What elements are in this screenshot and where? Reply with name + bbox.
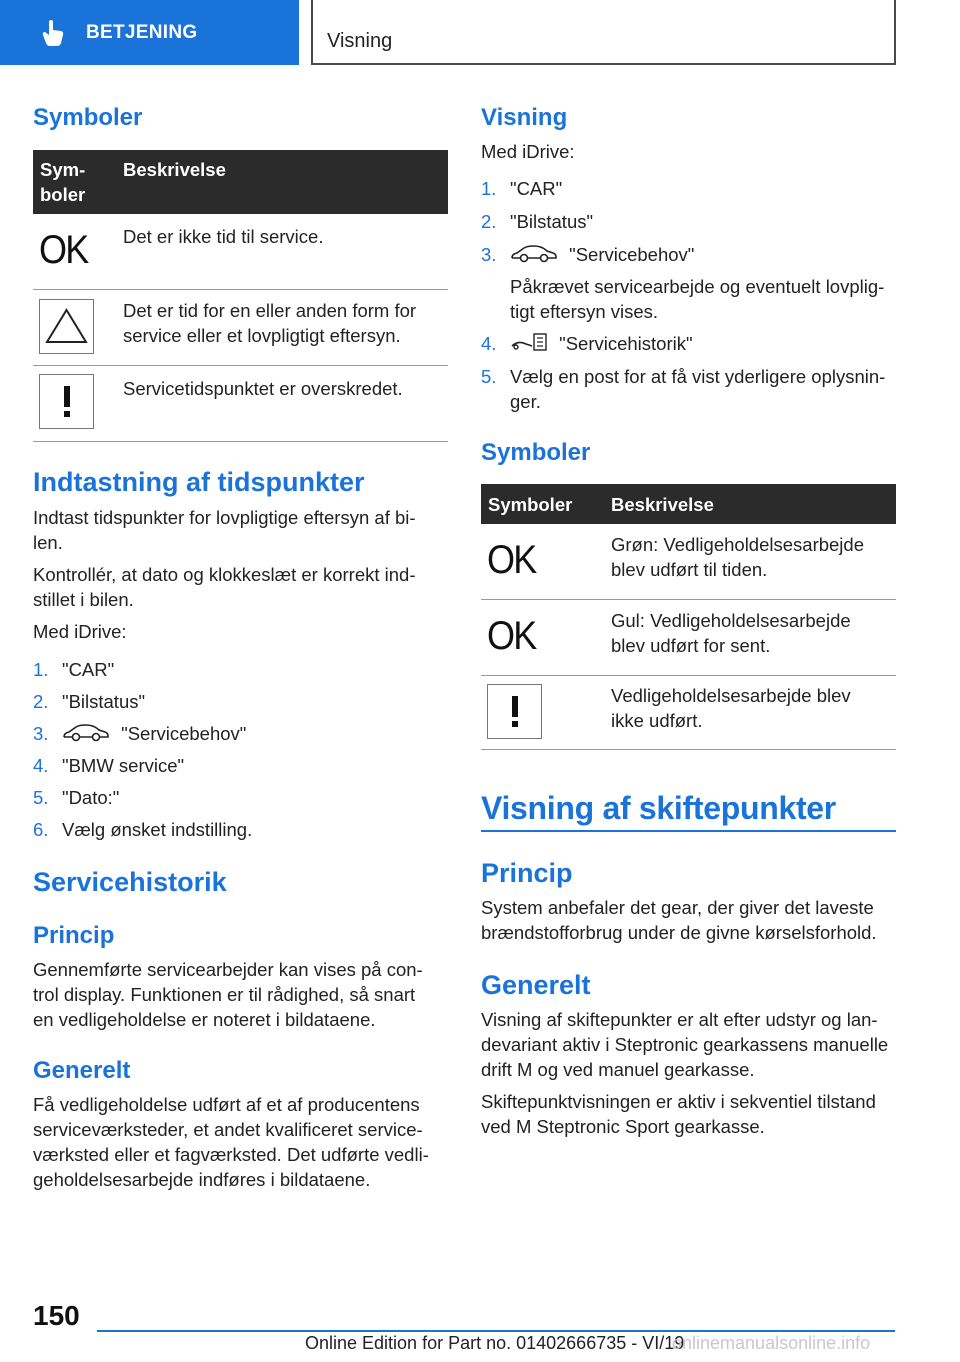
- row-description: Det er ikke tid til service.: [123, 226, 324, 247]
- list-subtext: tigt eftersyn vises.: [510, 301, 659, 322]
- symboler-heading-left: Symboler: [33, 104, 143, 131]
- list-item: [481, 364, 896, 414]
- paragraph-line: Med iDrive:: [33, 621, 127, 642]
- paragraph-line: Med iDrive:: [481, 141, 575, 162]
- ok-icon-yellow: OK: [487, 614, 536, 658]
- page-number: 150: [33, 1300, 80, 1331]
- table-row: [481, 524, 896, 600]
- list-number: 3.: [481, 244, 497, 265]
- visning-heading: Visning: [481, 104, 568, 131]
- list-number: 2.: [33, 691, 49, 712]
- list-number: 3.: [33, 723, 49, 744]
- list-text: [510, 242, 694, 269]
- list-number: 1.: [33, 659, 49, 680]
- generelt-heading-left: Generelt: [33, 1057, 131, 1084]
- list-text: "Bilstatus": [62, 691, 146, 712]
- list-item: [33, 689, 448, 714]
- row-description-l2: service eller et lovpligtigt eftersyn.: [123, 325, 401, 346]
- col-header-description: Beskrivelse: [611, 494, 714, 515]
- list-item: [481, 176, 896, 201]
- list-text: Vælg ønsket indstilling.: [62, 819, 253, 840]
- symbol-table-header: [481, 484, 896, 524]
- watermark: onlinemanualsonline.info: [672, 1333, 871, 1353]
- list-text: "BMW service": [62, 755, 185, 776]
- edition-text: Online Edition for Part no. 01402666735 - VI/19: [305, 1333, 685, 1353]
- row-description-l2: ikke udført.: [611, 710, 703, 731]
- list-number: 4.: [481, 333, 497, 354]
- col-header-symbols-l2: boler: [40, 184, 86, 205]
- list-text: "Dato:": [62, 787, 120, 808]
- row-description-l1: Det er tid for en eller anden form for: [123, 300, 417, 321]
- paragraph-line: en vedligeholdelse er noteret i bildataene.: [33, 1009, 376, 1030]
- paragraph-line: stillet i bilen.: [33, 589, 134, 610]
- paragraph-line: trol display. Funktionen er til rådighed, så snart: [33, 984, 416, 1005]
- exclamation-icon: [39, 374, 94, 429]
- list-item: [481, 331, 896, 356]
- row-description: Servicetidspunktet er overskredet.: [123, 378, 403, 399]
- list-text: [510, 331, 693, 358]
- warning-triangle-icon: [39, 299, 94, 354]
- princip-heading-right: Princip: [481, 858, 573, 888]
- paragraph-line: drift M og ved manuel gearkasse.: [481, 1059, 755, 1080]
- table-row: [481, 676, 896, 750]
- list-item: [33, 657, 448, 682]
- list-number: 5.: [481, 366, 497, 387]
- paragraph-line: serviceværksteder, et andet kvalificeret service-: [33, 1119, 423, 1140]
- paragraph-line: Indtast tidspunkter for lovpligtige eftersyn af bi-: [33, 507, 416, 528]
- section-header: [311, 0, 896, 65]
- paragraph-line: værksted eller et fagværksted. Det udførte vedli-: [33, 1144, 429, 1165]
- row-description-l1: Vedligeholdelsesarbejde blev: [611, 685, 851, 706]
- paragraph-line: Visning af skiftepunkter er alt efter udstyr og lan-: [481, 1009, 878, 1030]
- paragraph-line: len.: [33, 532, 63, 553]
- paragraph-line: geholdelsesarbejde indføres i bildataene.: [33, 1169, 371, 1190]
- table-row: [33, 214, 448, 290]
- list-text: "Bilstatus": [510, 211, 594, 232]
- col-header-symbols: Symboler: [488, 494, 573, 515]
- servicehistorik-heading: Servicehistorik: [33, 867, 227, 897]
- table-row: [33, 290, 448, 366]
- paragraph-line: Kontrollér, at dato og klokkeslæt er korrekt ind-: [33, 564, 416, 585]
- hand-pointer-icon: [40, 19, 66, 47]
- car-icon: [62, 723, 110, 748]
- row-description-l2: blev udført for sent.: [611, 635, 771, 656]
- princip-heading-left: Princip: [33, 922, 115, 949]
- generelt-heading-right: Generelt: [481, 970, 591, 1000]
- list-item: [33, 721, 448, 746]
- heading-rule: [481, 830, 896, 832]
- chapter-tab[interactable]: [0, 0, 299, 65]
- list-item: [33, 753, 448, 778]
- list-subtext: Påkrævet servicearbejde og eventuelt lovplig-: [510, 276, 885, 297]
- paragraph-line: System anbefaler det gear, der giver det laveste: [481, 897, 874, 918]
- list-item: [33, 817, 448, 842]
- paragraph-line: devariant aktiv i Steptronic gearkassens manuelle: [481, 1034, 889, 1055]
- row-description-l2: blev udført til tiden.: [611, 559, 768, 580]
- section-title: Visning: [327, 30, 393, 52]
- list-text-label: "Servicehistorik": [559, 333, 693, 354]
- list-item: [481, 209, 896, 234]
- paragraph-line: Gennemførte servicearbejder kan vises på con-: [33, 959, 423, 980]
- row-description-l1: Gul: Vedligeholdelsesarbejde: [611, 610, 851, 631]
- ok-icon: OK: [39, 228, 88, 272]
- skiftepunkter-heading: Visning af skiftepunkter: [481, 790, 836, 826]
- exclamation-icon: [487, 684, 542, 739]
- paragraph-line: brændstofforbrug under de givne kørselsforhold.: [481, 922, 877, 943]
- symboler-heading-right: Symboler: [481, 439, 591, 466]
- list-number: 1.: [481, 178, 497, 199]
- list-text-label: "Servicebehov": [121, 723, 247, 744]
- list-item: [481, 242, 896, 322]
- list-item: [33, 785, 448, 810]
- col-header-description: Beskrivelse: [123, 159, 226, 180]
- list-number: 4.: [33, 755, 49, 776]
- list-number: 2.: [481, 211, 497, 232]
- table-row: [481, 600, 896, 676]
- table-row: [33, 366, 448, 442]
- footer-rule: [97, 1330, 895, 1332]
- list-text: "CAR": [510, 178, 563, 199]
- list-number: 6.: [33, 819, 49, 840]
- chapter-tab-label: BETJENING: [86, 21, 198, 43]
- paragraph-line: ved M Steptronic Sport gearkasse.: [481, 1116, 765, 1137]
- row-description-l1: Grøn: Vedligeholdelsesarbejde: [611, 534, 864, 555]
- list-subtext: ger.: [510, 391, 541, 412]
- car-icon: [510, 244, 558, 269]
- paragraph-line: Skiftepunktvisningen er aktiv i sekventiel tilstand: [481, 1091, 876, 1112]
- list-text: "CAR": [62, 659, 115, 680]
- col-header-symbols-l1: Sym-: [40, 159, 86, 180]
- ok-icon-green: OK: [487, 538, 536, 582]
- list-number: 5.: [33, 787, 49, 808]
- symbol-table-header: [33, 150, 448, 214]
- list-text-label: "Servicebehov": [569, 244, 695, 265]
- indtastning-heading: Indtastning af tidspunkter: [33, 467, 365, 497]
- service-history-icon: [510, 332, 548, 358]
- list-text: [62, 721, 246, 748]
- list-text: Vælg en post for at få vist yderligere oplysnin-: [510, 366, 886, 387]
- paragraph-line: Få vedligeholdelse udført af et af producentens: [33, 1094, 420, 1115]
